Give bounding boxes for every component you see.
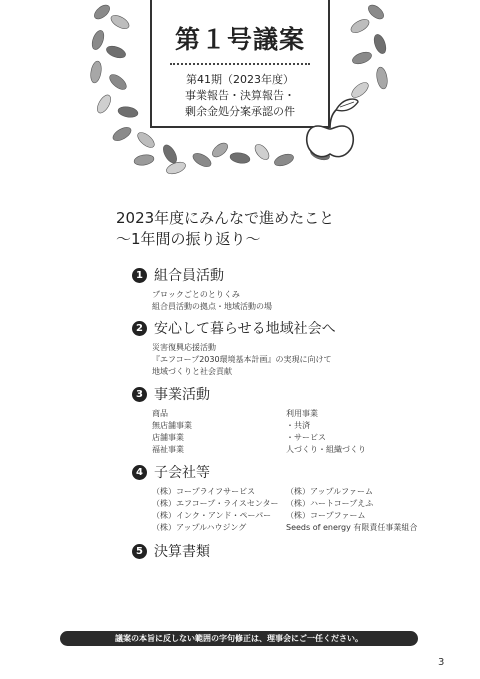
section-line: （株）アップルファーム	[286, 487, 373, 496]
section-4	[132, 462, 426, 534]
section-title: 組合員活動	[154, 268, 224, 284]
section-number-badge: 5	[132, 544, 147, 559]
intro-line: 〜1年間の振り返り〜	[116, 230, 261, 248]
section-column	[152, 408, 286, 456]
section-body	[152, 408, 426, 456]
section-2	[132, 318, 336, 378]
section-line: 商品	[152, 409, 168, 418]
section-line: （株）インク・アンド・ペーパー	[152, 511, 272, 520]
title-divider	[170, 63, 310, 65]
section-line: 利用事業	[286, 409, 318, 418]
section-number-badge: 4	[132, 465, 147, 480]
section-header	[132, 318, 336, 338]
subtitle-line: 事業報告・決算報告・	[185, 89, 295, 102]
subtitle-line: 第41期（2023年度）	[186, 73, 294, 86]
notice-bar: 議案の本旨に反しない範囲の字句修正は、理事会にご一任ください。	[60, 631, 418, 646]
section-line: 組合員活動の拠点・地域活動の場	[152, 302, 272, 311]
section-line: Seeds of energy 有限責任事業組合	[286, 523, 418, 532]
section-line: （株）コープファーム	[286, 511, 366, 520]
section-body	[152, 486, 426, 534]
section-column	[286, 486, 426, 534]
section-line: （株）ハートコープえふ	[286, 499, 374, 508]
section-line: ・共済	[286, 421, 310, 430]
section-line: 店舗事業	[152, 433, 184, 442]
intro-heading	[116, 208, 334, 250]
section-body	[152, 289, 272, 313]
section-line: ブロックごとのとりくみ	[152, 290, 240, 299]
section-header	[132, 265, 272, 285]
section-line: ・サービス	[286, 433, 326, 442]
page-title: 第１号議案	[174, 25, 305, 54]
section-title: 決算書類	[154, 544, 210, 560]
section-number-badge: 1	[132, 268, 147, 283]
apple-icon	[300, 92, 362, 162]
intro-line: 2023年度にみんなで進めたこと	[116, 209, 335, 227]
section-line: 地域づくりと社会貢献	[152, 367, 232, 376]
section-column	[286, 408, 426, 456]
section-5	[132, 541, 210, 561]
section-line: 人づくり・組織づくり	[286, 445, 366, 454]
section-header	[132, 462, 426, 482]
section-line: 『エフコープ2030環境基本計画』の実現に向けて	[152, 355, 332, 364]
section-line: 無店舗事業	[152, 421, 192, 430]
section-3	[132, 384, 426, 456]
section-1	[132, 265, 272, 313]
section-header	[132, 541, 210, 561]
section-title: 子会社等	[154, 465, 210, 481]
subtitle-line: 剰余金処分案承認の件	[185, 105, 295, 118]
section-title: 安心して暮らせる地域社会へ	[154, 321, 336, 337]
section-header	[132, 384, 426, 404]
section-body	[152, 342, 336, 378]
section-column	[152, 486, 286, 534]
section-number-badge: 2	[132, 321, 147, 336]
section-line: 福祉事業	[152, 445, 184, 454]
section-number-badge: 3	[132, 387, 147, 402]
section-line: （株）エフコープ・ライスセンター	[152, 499, 279, 508]
section-line: 災害復興応援活動	[152, 343, 216, 352]
section-title: 事業活動	[154, 387, 210, 403]
page-number: 3	[438, 657, 445, 668]
section-line: （株）コープライフサービス	[152, 487, 256, 496]
section-line: （株）アップルハウジング	[152, 523, 247, 532]
